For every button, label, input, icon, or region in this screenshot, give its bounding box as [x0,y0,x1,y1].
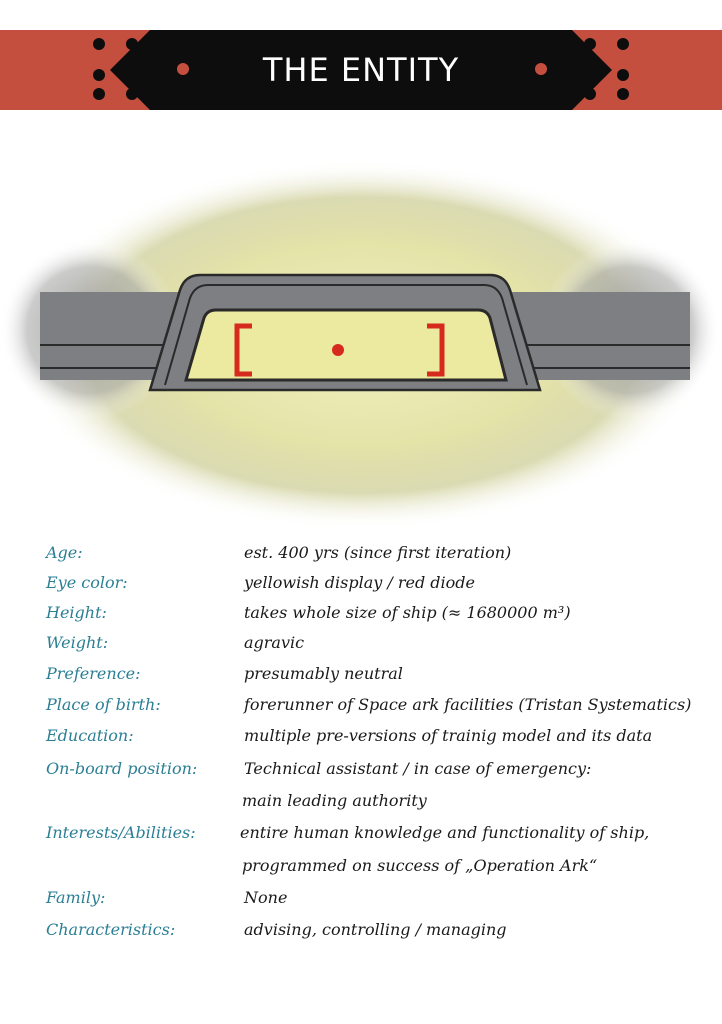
profile-label: Education: [46,726,134,745]
profile-row-place-of-birth [0,695,722,725]
profile-value: None [244,888,288,907]
profile-value: main leading authority [242,791,427,810]
profile-row-education [0,726,722,756]
profile-label: Preference: [46,664,141,683]
profile-value: takes whole size of ship (≈ 1680000 m³) [244,603,571,622]
profile-value: presumably neutral [244,664,403,683]
profile-value: programmed on success of „Operation Ark“ [242,856,598,875]
profile-label: Weight: [46,633,109,652]
page-title: THE ENTITY [262,51,460,89]
profile-value: agravic [244,633,305,652]
profile-row-interests-cont [0,856,722,886]
profile-label: Interests/Abilities: [46,823,196,842]
profile-label: Place of birth: [46,695,161,714]
profile-label: Height: [46,603,107,622]
profile-row-height [0,603,722,633]
profile-row-eye-color [0,573,722,603]
profile-row-family [0,888,722,918]
profile-label: Characteristics: [46,920,176,939]
profile-value: advising, controlling / managing [244,920,507,939]
profile-row-weight [0,633,722,663]
profile-row-age [0,543,722,573]
profile-value: multiple pre-versions of trainig model and its data [244,726,653,745]
profile-row-on-board-position-cont [0,791,722,821]
entity-illustration [0,140,722,540]
profile-row-preference [0,664,722,694]
profile-label: Age: [46,543,83,562]
profile-row-interests [0,823,722,853]
profile-row-on-board-position [0,759,722,789]
profile-value: forerunner of Space ark facilities (Tristan Systematics) [244,695,692,714]
profile-label: Eye color: [46,573,128,592]
profile-label: Family: [46,888,106,907]
profile-label: On-board position: [46,759,198,778]
profile-value: Technical assistant / in case of emergency: [244,759,592,778]
profile-value: yellowish display / red diode [244,573,476,592]
profile-row-characteristics [0,920,722,950]
profile-value: entire human knowledge and functionality of ship, [240,823,650,842]
profile-value: est. 400 yrs (since first iteration) [244,543,512,562]
